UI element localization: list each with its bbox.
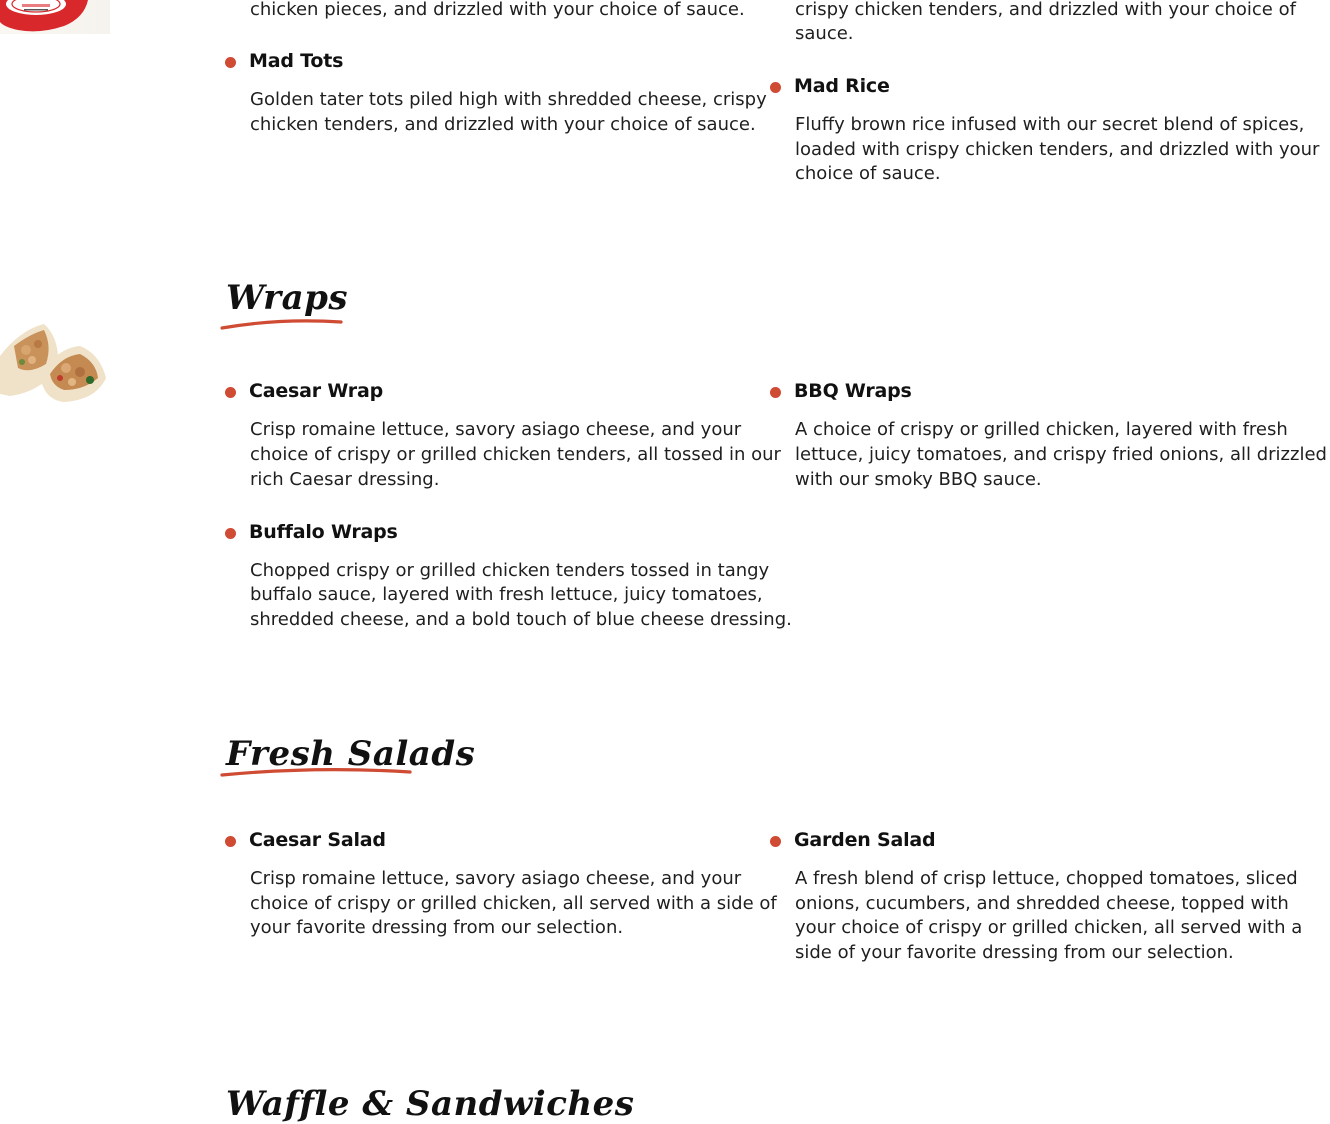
bullet-icon	[770, 387, 781, 398]
menu-item-name: Mad Tots	[249, 50, 344, 72]
menu-item-name: Caesar Salad	[249, 829, 386, 851]
item-description: sauce.	[795, 23, 854, 44]
menu-item-name: Caesar Wrap	[249, 380, 383, 402]
item-description: lettuce, juicy tomatoes, and crispy fried onions, all drizzled	[795, 444, 1327, 465]
menu-item-name: Mad Rice	[794, 75, 890, 97]
section-title-wraps: Wraps	[226, 278, 349, 318]
bullet-icon	[225, 836, 236, 847]
item-description: rich Caesar dressing.	[250, 469, 440, 490]
item-description: onions, cucumbers, and shredded cheese, topped with	[795, 893, 1289, 914]
item-description: Crisp romaine lettuce, savory asiago cheese, and your	[250, 419, 742, 440]
item-description: shredded cheese, and a bold touch of blue cheese dressing.	[250, 609, 792, 630]
bullet-icon	[770, 836, 781, 847]
bullet-icon	[225, 57, 236, 68]
item-description: your choice of crispy or grilled chicken, all served with a	[795, 917, 1303, 938]
menu-item-name: Garden Salad	[794, 829, 936, 851]
bullet-icon	[225, 528, 236, 539]
item-description: choice of crispy or grilled chicken tenders, all tossed in our	[250, 444, 781, 465]
item-description: with our smoky BBQ sauce.	[795, 469, 1042, 490]
section-title-salads: Fresh Salads	[226, 734, 476, 774]
wrap-image	[0, 316, 112, 408]
item-description: choice of crispy or grilled chicken, all served with a side of	[250, 893, 777, 914]
menu-item-name: BBQ Wraps	[794, 380, 912, 402]
sauce-cup-image	[0, 0, 110, 34]
bullet-icon	[225, 387, 236, 398]
item-description: chicken tenders, and drizzled with your choice of sauce.	[250, 114, 756, 135]
item-description: crispy chicken tenders, and drizzled with your choice of	[795, 0, 1296, 20]
item-description: side of your favorite dressing from our selection.	[795, 942, 1234, 963]
item-description: Fluffy brown rice infused with our secret blend of spices,	[795, 114, 1305, 135]
item-description: choice of sauce.	[795, 163, 941, 184]
section-underline	[220, 316, 344, 332]
item-description: Golden tater tots piled high with shredded cheese, crispy	[250, 89, 767, 110]
bullet-icon	[770, 82, 781, 93]
item-description: loaded with crispy chicken tenders, and drizzled with your	[795, 139, 1320, 160]
item-description: chicken pieces, and drizzled with your choice of sauce.	[250, 0, 745, 20]
item-description: buffalo sauce, layered with fresh lettuce, juicy tomatoes,	[250, 584, 763, 605]
item-description: your favorite dressing from our selection.	[250, 917, 624, 938]
section-underline	[220, 762, 414, 778]
section-title-next: Waffle & Sandwiches	[226, 1084, 635, 1124]
item-description: A choice of crispy or grilled chicken, layered with fresh	[795, 419, 1288, 440]
item-description: A fresh blend of crisp lettuce, chopped tomatoes, sliced	[795, 868, 1298, 889]
item-description: Chopped crispy or grilled chicken tenders tossed in tangy	[250, 560, 770, 581]
menu-item-name: Buffalo Wraps	[249, 521, 398, 543]
item-description: Crisp romaine lettuce, savory asiago cheese, and your	[250, 868, 742, 889]
